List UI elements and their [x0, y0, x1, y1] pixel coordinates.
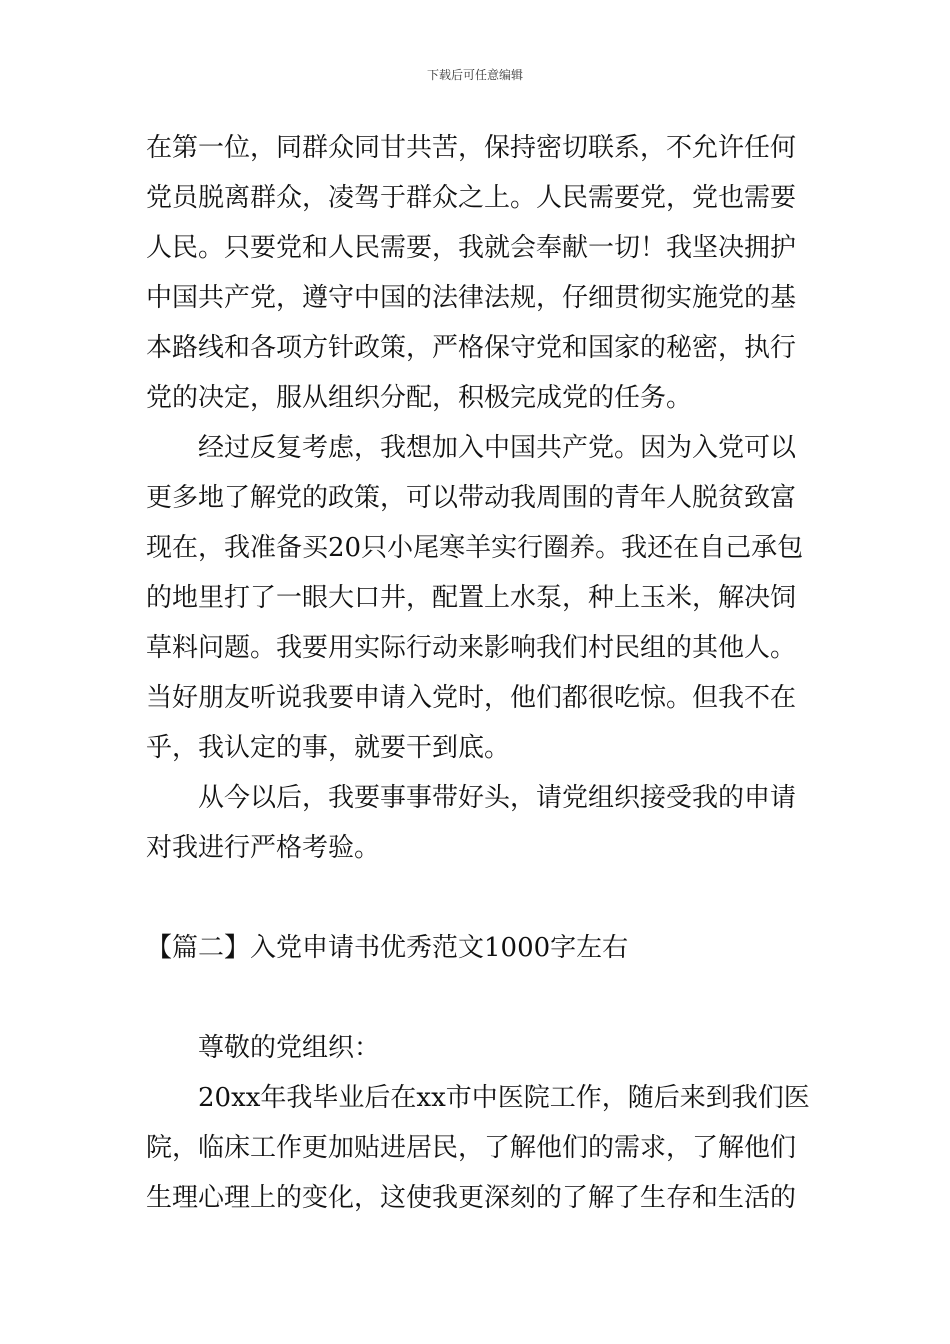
paragraph-start-line: 从今以后，我要事事带好头，请党组织接受我的申请 [198, 783, 797, 813]
section-title: 【篇二】入党申请书优秀范文1000字左右 [146, 933, 629, 963]
text-line: 草料问题。我要用实际行动来影响我们村民组的其他人。 [146, 633, 797, 663]
text-line: 人民。只要党和人民需要，我就会奉献一切！我坚决拥护 [146, 233, 797, 263]
text-line: 中国共产党，遵守中国的法律法规，仔细贯彻实施党的基 [146, 283, 797, 313]
text-line: 党的决定，服从组织分配，积极完成党的任务。 [146, 383, 693, 413]
paragraph-start-line: 20xx年我毕业后在xx市中医院工作，随后来到我们医 [198, 1083, 810, 1113]
text-line: 院，临床工作更加贴进居民，了解他们的需求，了解他们 [146, 1133, 797, 1163]
text-line: 对我进行严格考验。 [146, 833, 381, 863]
text-line: 当好朋友听说我要申请入党时，他们都很吃惊。但我不在 [146, 683, 797, 713]
text-line: 乎，我认定的事，就要干到底。 [146, 733, 511, 763]
header-note: 下载后可任意编辑 [426, 68, 523, 82]
paragraph-start-line: 经过反复考虑，我想加入中国共产党。因为入党可以 [198, 433, 797, 463]
salutation: 尊敬的党组织： [198, 1033, 381, 1063]
text-line: 生理心理上的变化，这使我更深刻的了解了生存和生活的 [146, 1183, 797, 1213]
text-line: 在第一位，同群众同甘共苦，保持密切联系，不允许任何 [146, 133, 797, 163]
text-line: 现在，我准备买20只小尾寒羊实行圈养。我还在自己承包 [146, 533, 804, 563]
text-line: 更多地了解党的政策，可以带动我周围的青年人脱贫致富 [146, 483, 797, 513]
text-line: 党员脱离群众，凌驾于群众之上。人民需要党，党也需要 [146, 183, 797, 213]
text-line: 本路线和各项方针政策，严格保守党和国家的秘密，执行 [146, 333, 797, 363]
text-line: 的地里打了一眼大口井，配置上水泵，种上玉米，解决饲 [146, 583, 797, 613]
